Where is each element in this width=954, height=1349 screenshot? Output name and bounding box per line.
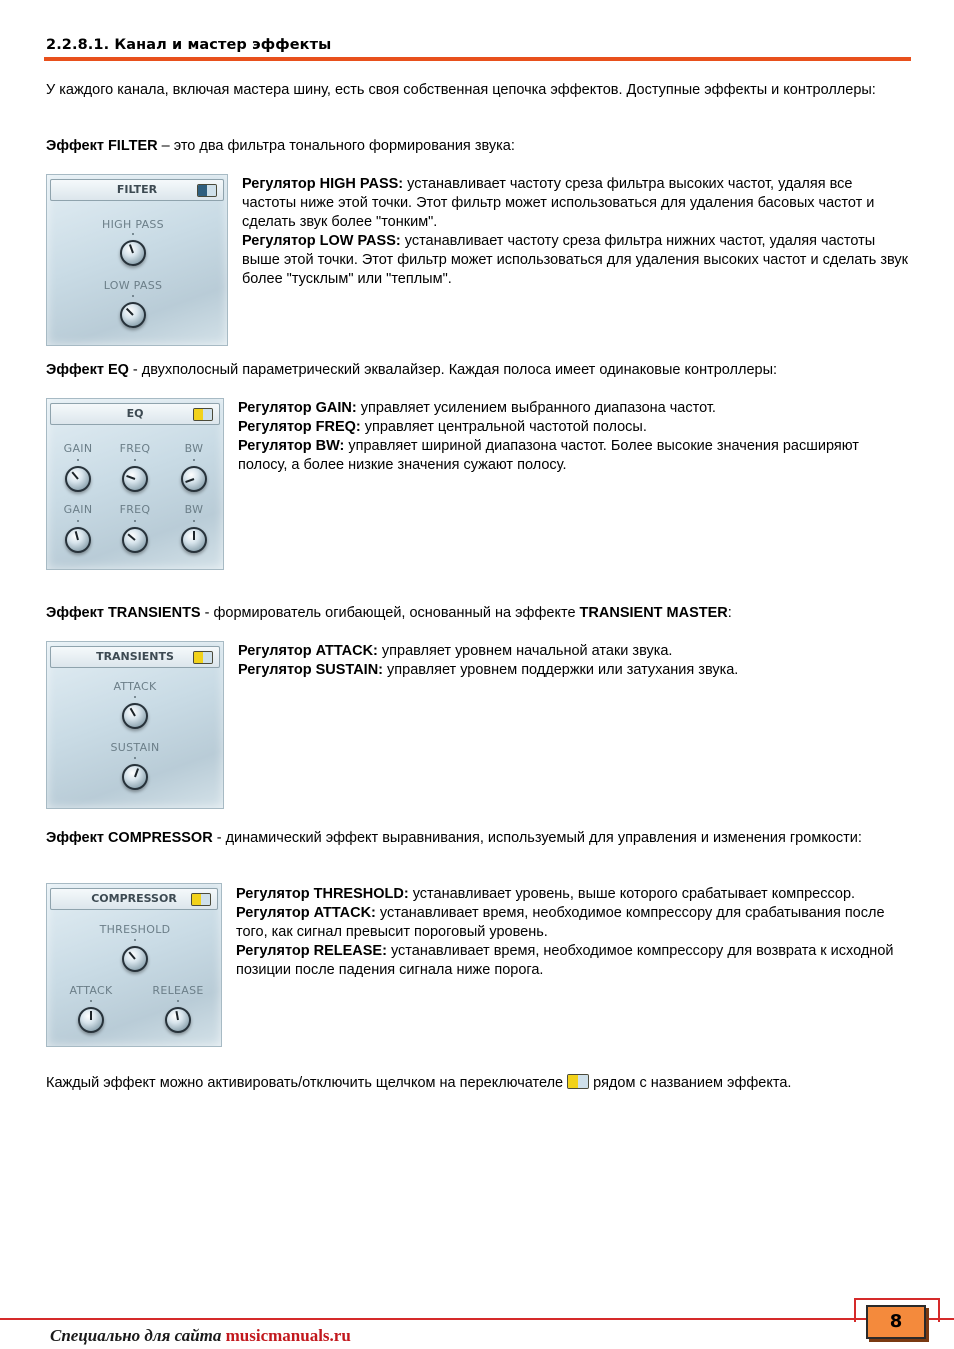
gain-reg-text: управляет усилением выбранного диапазона частот. [356, 400, 716, 416]
filter-description [242, 175, 910, 289]
eq-gain-knob-1[interactable] [65, 466, 91, 492]
threshold-knob[interactable] [122, 946, 148, 972]
filter-effect-desc: – это два фильтра тонального формирования звука: [157, 138, 515, 154]
low-pass-knob[interactable] [120, 302, 146, 328]
transients-effect-end: : [727, 605, 732, 621]
eq-gain-label-2: GAIN [63, 503, 93, 516]
sustain-reg-name: Регулятор SUSTAIN: [238, 662, 384, 678]
eq-panel-title: EQ [126, 407, 144, 420]
gain-reg-name: Регулятор GAIN: [238, 400, 357, 416]
page-number: 8 [866, 1305, 926, 1339]
freq-reg-text: управляет центральной частотой полосы. [360, 419, 647, 435]
toggle-icon [567, 1074, 589, 1089]
high-pass-label: HIGH PASS [102, 218, 164, 231]
compressor-panel-image [46, 883, 222, 1047]
transients-panel-image [46, 641, 224, 809]
footer-prefix: Специально для сайта [50, 1326, 226, 1345]
eq-effect-line [46, 361, 906, 380]
eq-freq-knob-2[interactable] [122, 527, 148, 553]
filter-effect-line [46, 137, 906, 156]
high-pass-reg-name: Регулятор HIGH PASS: [242, 176, 404, 192]
eq-freq-knob-1[interactable] [122, 466, 148, 492]
freq-reg-name: Регулятор FREQ: [238, 419, 361, 435]
eq-freq-label-2: FREQ [119, 503, 151, 516]
bw-reg-name: Регулятор BW: [238, 438, 345, 454]
low-pass-reg-name: Регулятор LOW PASS: [242, 233, 401, 249]
eq-bw-knob-1[interactable] [181, 466, 207, 492]
compressor-panel-titlebar [50, 888, 218, 910]
footer-rule [0, 1318, 954, 1320]
filter-panel-titlebar [50, 179, 224, 201]
release-knob[interactable] [165, 1007, 191, 1033]
transients-attack-knob[interactable] [122, 703, 148, 729]
footer-site-link[interactable]: musicmanuals.ru [225, 1326, 351, 1345]
eq-panel-titlebar [50, 403, 220, 425]
compressor-toggle[interactable] [191, 893, 211, 906]
transients-panel-title: TRANSIENTS [96, 650, 174, 663]
eq-bw-label-1: BW [184, 442, 204, 455]
heading-rule [44, 57, 911, 61]
eq-toggle[interactable] [193, 408, 213, 421]
release-reg-name: Регулятор RELEASE: [236, 943, 387, 959]
footer-credit [50, 1326, 351, 1346]
sustain-reg-text: управляет уровнем поддержки или затухания звука. [383, 662, 739, 678]
filter-panel-title: FILTER [116, 183, 158, 196]
comp-attack-reg-text: устанавливает время, необходимое компрессору для срабатывания после того, как сигнал превысит пороговый уровень. [236, 905, 885, 940]
closing-text-before: Каждый эффект можно активировать/отключить щелчком на переключателе [46, 1075, 568, 1091]
compressor-attack-label: ATTACK [69, 984, 113, 997]
eq-description [238, 399, 910, 475]
transients-effect-desc: - формирователь огибающей, основанный на эффекте [200, 605, 580, 621]
closing-text-after: рядом с названием эффекта. [589, 1075, 792, 1091]
comp-attack-reg-name: Регулятор ATTACK: [236, 905, 376, 921]
release-label: RELEASE [152, 984, 204, 997]
eq-freq-label-1: FREQ [119, 442, 151, 455]
high-pass-knob[interactable] [120, 240, 146, 266]
transient-master-name: TRANSIENT MASTER [579, 605, 728, 621]
transients-toggle[interactable] [193, 651, 213, 664]
high-pass-reg-text: устанавливает частоту среза фильтра высоких частот, удаляя все частоты ниже этой точки. Этот фильтр может использоваться для удаления басовых частот и сделать звук более "тонким". [242, 176, 875, 230]
eq-gain-knob-2[interactable] [65, 527, 91, 553]
eq-bw-label-2: BW [184, 503, 204, 516]
transients-effect-line [46, 604, 906, 623]
eq-effect-desc: - двухполосный параметрический эквалайзер. Каждая полоса имеет одинаковые контроллеры: [128, 362, 778, 378]
compressor-attack-knob[interactable] [78, 1007, 104, 1033]
filter-panel-image [46, 174, 228, 346]
eq-gain-label-1: GAIN [63, 442, 93, 455]
compressor-description [236, 885, 912, 980]
compressor-effect-name: Эффект COMPRESSOR [46, 830, 213, 846]
intro-paragraph: У каждого канала, включая мастера шину, есть своя собственная цепочка эффектов. Доступные эффекты и контроллеры: [46, 82, 876, 98]
threshold-reg-name: Регулятор THRESHOLD: [236, 886, 409, 902]
release-reg-text: устанавливает время, необходимое компрессору для возврата к исходной позиции после падения сигнала ниже порога. [236, 943, 894, 978]
threshold-reg-text: устанавливает уровень, выше которого срабатывает компрессор. [408, 886, 856, 902]
attack-reg-text: управляет уровнем начальной атаки звука. [377, 643, 673, 659]
eq-effect-name: Эффект EQ [46, 362, 129, 378]
section-heading: 2.2.8.1. Канал и мастер эффекты [46, 37, 332, 53]
transients-sustain-knob[interactable] [122, 764, 148, 790]
transients-description [238, 642, 910, 680]
filter-effect-name: Эффект FILTER [46, 138, 158, 154]
transients-effect-name: Эффект TRANSIENTS [46, 605, 201, 621]
sustain-label: SUSTAIN [110, 741, 160, 754]
attack-reg-name: Регулятор ATTACK: [238, 643, 378, 659]
transients-panel-titlebar [50, 646, 220, 668]
closing-paragraph [46, 1074, 926, 1093]
compressor-panel-title: COMPRESSOR [91, 892, 177, 905]
compressor-effect-desc: - динамический эффект выравнивания, используемый для управления и изменения громкости: [212, 830, 862, 846]
eq-bw-knob-2[interactable] [181, 527, 207, 553]
eq-panel-image [46, 398, 224, 570]
low-pass-reg-text: устанавливает частоту среза фильтра нижних частот, удаляя частоты выше этой точки. Этот фильтр может использоваться для удаления высоких частот и сделать звук более "тусклым" или "теплым". [242, 233, 908, 287]
low-pass-label: LOW PASS [103, 279, 163, 292]
threshold-label: THRESHOLD [99, 923, 171, 936]
filter-toggle[interactable] [197, 184, 217, 197]
bw-reg-text: управляет шириной диапазона частот. Более высокие значения расширяют полосу, а более низкие значения сужают полосу. [238, 438, 859, 473]
compressor-effect-line [46, 829, 906, 848]
attack-label: ATTACK [113, 680, 157, 693]
